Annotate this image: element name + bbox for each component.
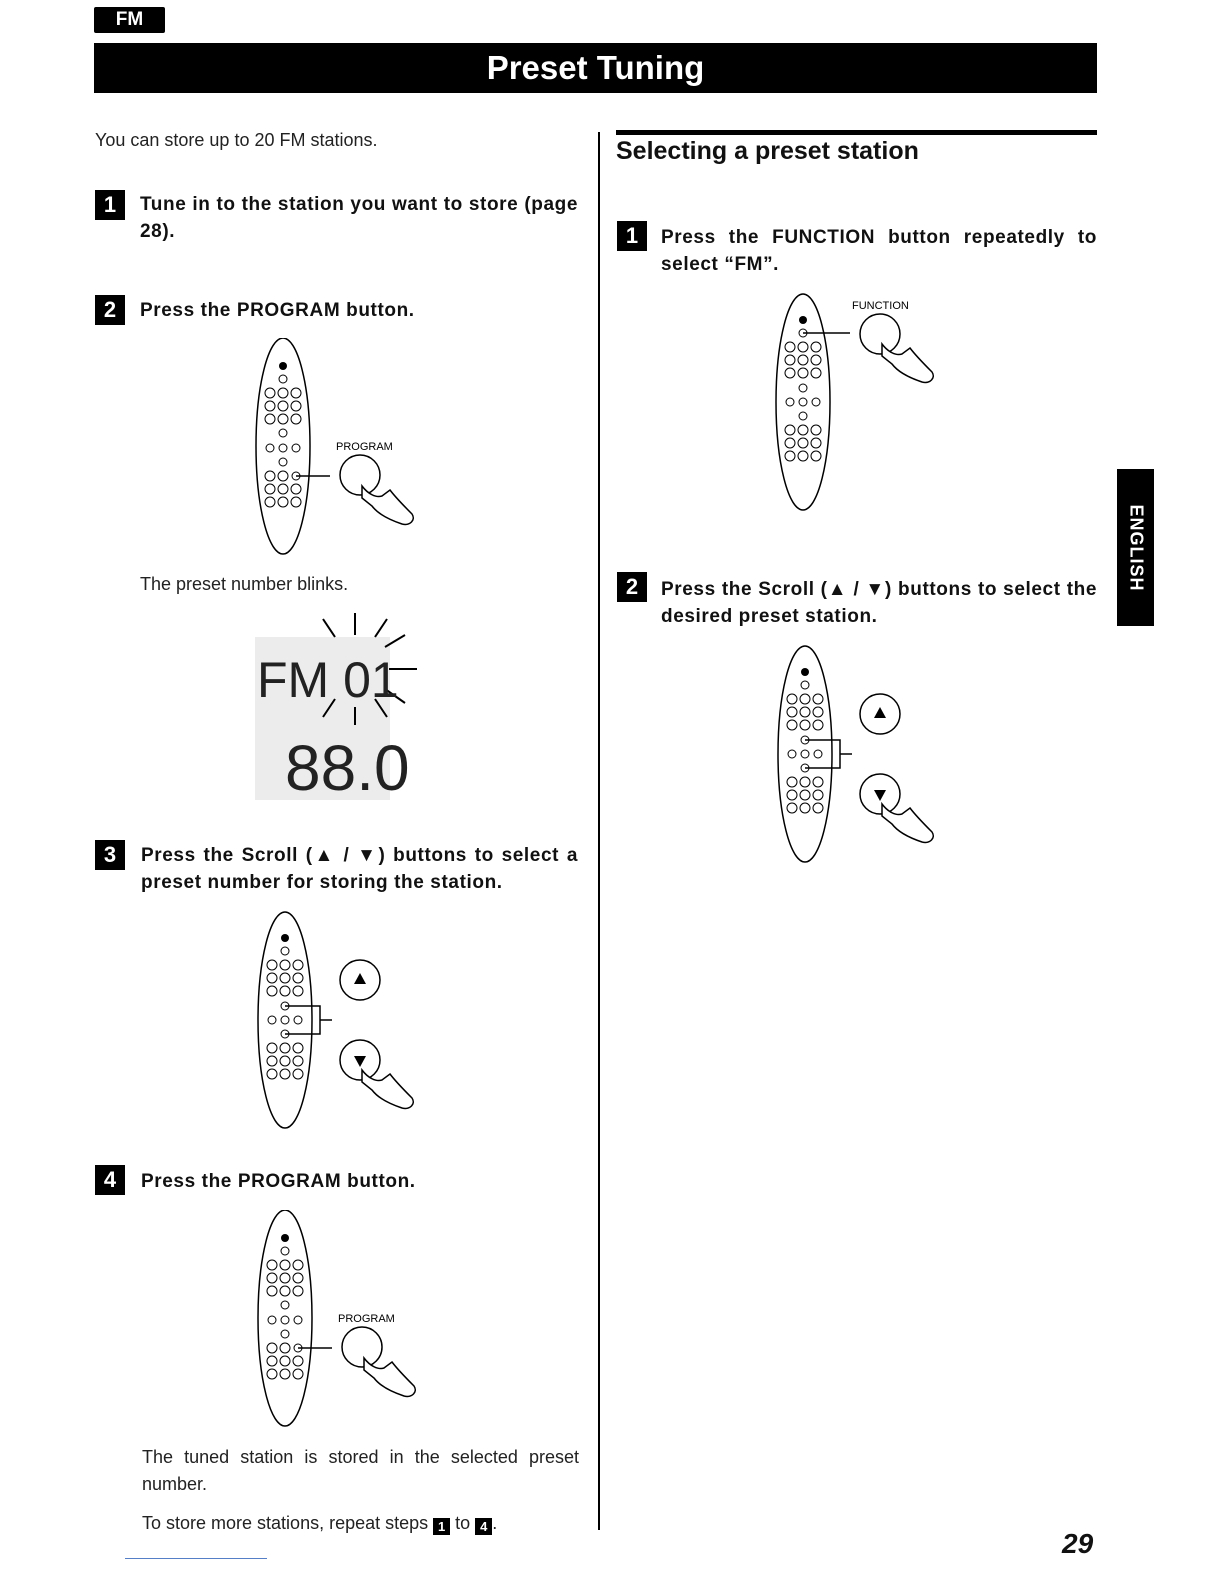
program-label: PROGRAM bbox=[336, 441, 393, 453]
repeat-suffix: . bbox=[492, 1513, 498, 1533]
right-step-1-text: Press the FUNCTION button repeatedly to select “FM”. bbox=[661, 227, 1097, 275]
intro-text: You can store up to 20 FM stations. bbox=[95, 130, 378, 150]
remote-scroll-illustration bbox=[250, 910, 440, 1135]
display-line-1: FM 01 bbox=[257, 652, 399, 708]
step-4-number: 4 bbox=[95, 1165, 125, 1195]
column-divider bbox=[598, 132, 600, 1530]
remote-function-illustration bbox=[770, 292, 960, 514]
page-title: Preset Tuning bbox=[94, 43, 1097, 93]
remote-program-illustration-2 bbox=[252, 1210, 442, 1430]
step-1-text: Tune in to the station you want to store (page 28). bbox=[140, 194, 578, 242]
right-step-2-number: 2 bbox=[617, 572, 647, 602]
repeat-from-step: 1 bbox=[433, 1518, 450, 1535]
language-tab-label: ENGLISH bbox=[1126, 503, 1146, 592]
step-4-text: Press the PROGRAM button. bbox=[141, 1171, 416, 1192]
remote-scroll-illustration-2 bbox=[770, 644, 960, 866]
right-step-2-text: Press the Scroll (▲ / ▼) buttons to select the desired preset station. bbox=[661, 579, 1097, 627]
step-2-text: Press the PROGRAM button. bbox=[140, 300, 415, 321]
note-blinks: The preset number blinks. bbox=[140, 574, 349, 594]
repeat-prefix: To store more stations, repeat steps bbox=[142, 1513, 429, 1533]
page-number: 29 bbox=[1062, 1528, 1094, 1559]
repeat-to-word: to bbox=[455, 1513, 471, 1533]
display-line-2: 88.0 bbox=[285, 732, 410, 802]
repeat-to-step: 4 bbox=[475, 1518, 492, 1535]
step-3-number: 3 bbox=[95, 840, 125, 870]
remote-program-illustration bbox=[250, 338, 440, 558]
section-title: Selecting a preset station bbox=[616, 137, 919, 165]
step-1-number: 1 bbox=[95, 190, 125, 220]
note-stored: The tuned station is stored in the selected preset number. bbox=[142, 1447, 579, 1494]
step-2-number: 2 bbox=[95, 295, 125, 325]
program-label-2: PROGRAM bbox=[338, 1313, 395, 1325]
section-rule bbox=[616, 130, 1097, 135]
footer-line bbox=[125, 1558, 267, 1559]
lcd-display-illustration bbox=[255, 607, 420, 802]
language-tab bbox=[1117, 469, 1154, 626]
right-step-1-number: 1 bbox=[617, 221, 647, 251]
section-tag: FM bbox=[94, 7, 165, 33]
function-label: FUNCTION bbox=[852, 300, 909, 312]
step-3-text: Press the Scroll (▲ / ▼) buttons to select a preset number for storing the station. bbox=[141, 845, 578, 893]
repeat-steps-note bbox=[142, 1510, 497, 1537]
